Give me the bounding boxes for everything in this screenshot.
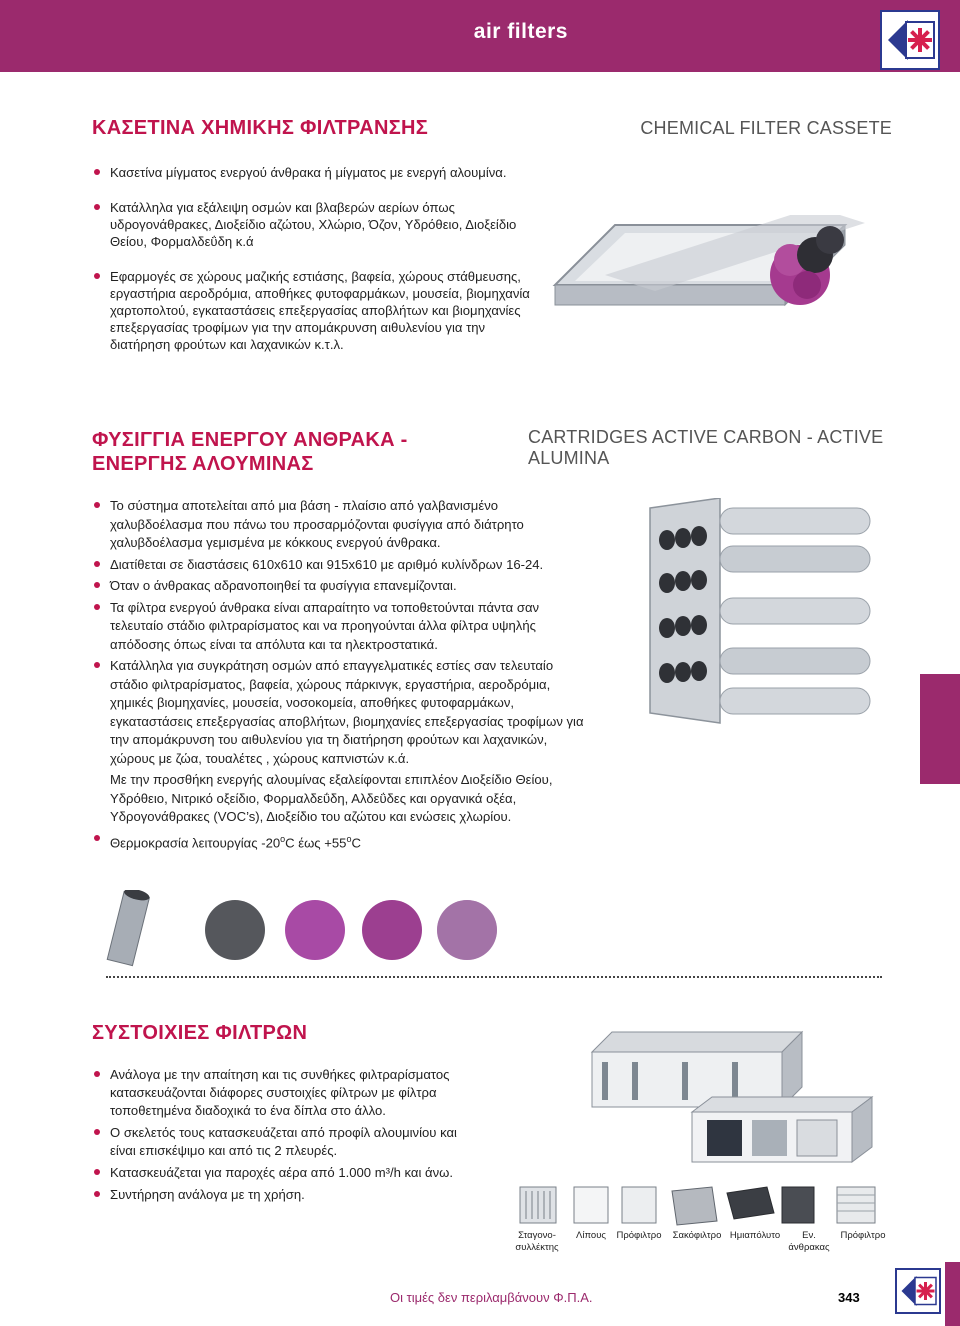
section2-title-line2: ΕΝΕΡΓΗΣ ΑΛΟΥΜΙΝΑΣ (92, 453, 314, 475)
list-item: Ανάλογα με την απαίτηση και τις συνθήκες φιλτραρίσματος κατασκευάζονται διάφορες συστοιχίες φίλτρων με φίλτρα τοποθετημένα διαδοχικά το ένα δίπλα στο άλλο. (92, 1066, 462, 1120)
list-item: Συντήρηση ανάλογα με τη χρήση. (92, 1186, 462, 1204)
section2-title-line1: ΦΥΣΙΓΓΙΑ ΕΝΕΡΓΟΥ ΑΝΘΡΑΚΑ - (92, 429, 408, 451)
header-title: air filters (473, 20, 568, 43)
side-tab (920, 674, 960, 784)
section1-title-en: CHEMICAL FILTER CASSETE (640, 118, 892, 138)
page-number: 343 (838, 1290, 860, 1305)
list-item: Διατίθεται σε διαστάσεις 610x610 και 915x610 με αριθμό κυλίνδρων 16-24. (92, 556, 590, 575)
filter-bank-units-image (572, 1012, 882, 1177)
section-divider (106, 976, 882, 978)
filter-media-samples-image (100, 890, 500, 975)
section2-title-gr (92, 428, 408, 476)
thumb-label: Εν. άνθρακας (788, 1230, 830, 1253)
thumb-label: Σακόφιλτρο (672, 1230, 722, 1241)
thumb-label: Λίπους (576, 1230, 606, 1241)
section2-bullets (92, 497, 590, 855)
section3-title-gr: ΣΥΣΤΟΙΧΙΕΣ ΦΙΛΤΡΩΝ (92, 1022, 308, 1044)
list-item: Εφαρμογές σε χώρους μαζικής εστιάσης, βαφεία, χώρους στάθμευσης, εργαστήρια αεροδρόμια, αποθήκες φυτοφαρμάκων, μουσεία, βιομηχανία χαρτοπολτού, εγκαταστάσεις επεξεργασίας αποβλήτων και βιομηχανίες επεξεργασίας τροφίμων για την απομάκρυνση αιθυλενίου για την διατήρηση φρούτων και λαχανικών κ.τ.λ. (92, 268, 542, 353)
section1-title-gr: ΚΑΣΕΤΙΝΑ ΧΗΜΙΚΗΣ ΦΙΛΤΡΑΝΣΗΣ (92, 117, 429, 139)
thumb-label: Σταγονο- συλλέκτης (515, 1230, 559, 1253)
temperature-item: Θερμοκρασία λειτουργίας -20$^o$C $έ\omega\varsigma +55^oC$ (92, 830, 590, 853)
company-logo (880, 10, 940, 70)
list-item: Τα φίλτρα ενεργού άνθρακα είναι απαραίτητο να τοποθετούνται πάντα σαν τελευταίο στάδιο φιλτραρίσματος και να προηγούνται άλλα φίλτρα υψηλής απόδοσης όπως είναι τα απόλυτα και τα ηλεκτροστατικά. (92, 599, 590, 655)
note-paragraph: Με την προσθήκη ενεργής αλουμίνας εξαλείφονται επιπλέον Διοξείδιο Θείου, Υδρόθειο, Νιτρικό οξείδιο, Φορμαλδεΰδη, Αλδεΰδες και οργανικά οξέα, Υδρογονάθρακες (VOC’s), Διοξείδιο του αζώτου και ενώσεις χλωρίου. (110, 772, 553, 824)
section3-bullets (92, 1066, 462, 1208)
filter-thumbnails (512, 1183, 892, 1233)
list-item: Κασετίνα μίγματος ενεργού άνθρακα ή μίγματος με ενεργή αλουμίνα. (92, 164, 542, 181)
carbon-cartridge-panel-image (625, 498, 895, 733)
list-item: Το σύστημα αποτελείται από μια βάση - πλαίσιο από γαλβανισμένο χαλυβδοέλασμα που πάνω του προσαρμόζονται φυσίγγια από διάτρητο χαλυβδοέλασμα γεμισμένα με κόκκους ενεργού άνθρακα. (92, 497, 590, 553)
thumb-label: Ημιαπόλυτο (729, 1230, 781, 1241)
list-item: Ο σκελετός τους κατασκευάζεται από προφίλ αλουμινίου και είναι επισκέψιμο και από τις 2 πλευρές. (92, 1124, 462, 1160)
thumb-label: Πρόφιλτρο (616, 1230, 662, 1241)
section2-title-en: CARTRIDGES ACTIVE CARBON - ACTIVE ALUMINA (528, 427, 884, 468)
list-item: Κατασκευάζεται για παροχές αέρα από 1.000 m³/h και άνω. (92, 1164, 462, 1182)
footer-vat-note: Οι τιμές δεν περιλαμβάνουν Φ.Π.Α. (390, 1290, 593, 1305)
section1-bullets (92, 164, 542, 371)
list-item: Κατάλληλα για εξάλειψη οσμών και βλαβερών αερίων όπως υδρογονάθρακες, Διοξείδιο αζώτου, Χλώριο, Όζον, Υδρόθειο, Διοξείδιο Θείου, Φορμαλδεΰδη κ.ά (92, 199, 542, 250)
footer-logo (895, 1268, 941, 1314)
list-item: Κατάλληλα για συγκράτηση οσμών από επαγγελματικές εστίες σαν τελευταίο στάδιο φιλτραρίσματος, βαφεία, χώρους πάρκινγκ, εργαστήρια, αεροδρόμια, χημικές βιομηχανίες, μουσεία, νοσοκομεία, αποθήκες φυτοφαρμάκων, εγκαταστάσεις επεξεργασίας αποβλήτων, βιομηχανίες επεξεργασίας τροφίμων για την απομάκρυνση του αιθυλενίου για τη διατήρηση φρούτων και λαχανικών, χώρους με ζώα, τουαλέτες , χώρους καπνιστών κ.ά. (92, 657, 590, 768)
footer-side-tab (945, 1262, 960, 1326)
list-item: Όταν ο άνθρακας αδρανοποιηθεί τα φυσίγγια επανεμίζονται. (92, 577, 590, 596)
chemical-filter-cassette-image (545, 215, 885, 360)
thumb-label: Πρόφιλτρο (840, 1230, 886, 1241)
